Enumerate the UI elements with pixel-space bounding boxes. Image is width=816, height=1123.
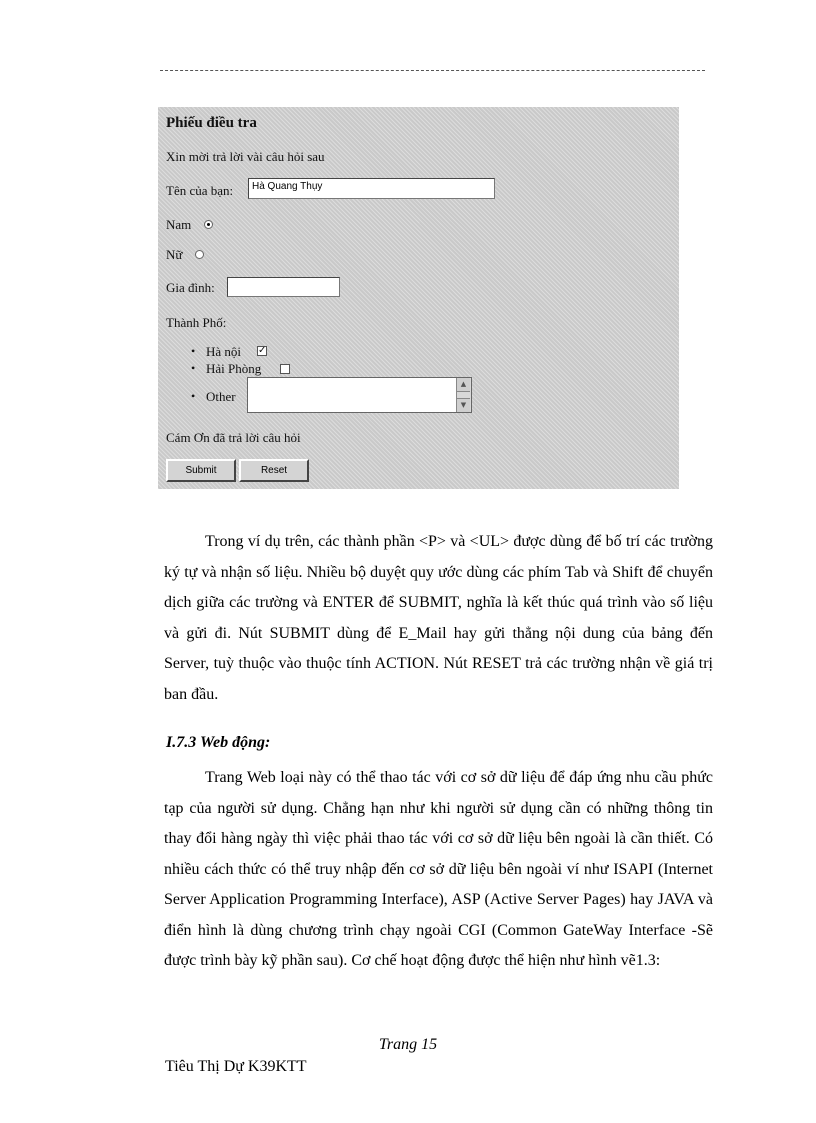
- bullet-icon: •: [191, 361, 196, 375]
- name-input[interactable]: Hà Quang Thụy: [248, 178, 495, 199]
- city-option-hanoi: Hà nội: [206, 344, 242, 359]
- thanks-text: Cám Ơn đã trả lời câu hỏi: [166, 430, 301, 445]
- city-option-haiphong: Hải Phòng: [206, 361, 262, 376]
- gender-female-label: Nữ: [166, 247, 183, 262]
- header-divider: [160, 70, 705, 71]
- bullet-icon: •: [191, 344, 196, 358]
- body-paragraph-1-container: [164, 527, 713, 710]
- city-option-other: Other: [206, 389, 236, 404]
- survey-form-screenshot: [158, 107, 679, 489]
- name-label: Tên của bạn:: [166, 183, 234, 198]
- form-title: Phiếu điều tra: [166, 115, 257, 131]
- section-heading: I.7.3 Web động:: [166, 734, 271, 751]
- hanoi-checkbox[interactable]: ✓: [258, 345, 267, 356]
- bullet-icon: •: [191, 389, 196, 403]
- body-paragraph-1: Trong ví dụ trên, các thành phần <P> và <UL> được dùng để bố trí các trường ký tự và nhận số liệu. Nhiều bộ duyệt quy ước dùng các phím Tab và Shift để chuyển dịch giữa các trường và ENTER để SUBMIT, nghĩa là kết thúc quá trình vào số liệu và gửi đi. Nút SUBMIT dùng để E_Mail hay gửi thẳng nội dung của bảng đến Server, tuỳ thuộc vào thuộc tính ACTION. Nút RESET trả các trường nhận về giá trị ban đầu.: [164, 533, 713, 703]
- gender-male-radio[interactable]: [204, 220, 213, 229]
- reset-button[interactable]: Reset: [239, 459, 309, 482]
- family-input[interactable]: [227, 277, 340, 297]
- textarea-scrollbar[interactable]: [456, 378, 471, 412]
- haiphong-checkbox[interactable]: [280, 364, 290, 374]
- city-label: Thành Phố:: [166, 315, 227, 330]
- body-paragraph-2-container: [164, 763, 713, 977]
- other-textarea[interactable]: [247, 377, 472, 413]
- submit-button[interactable]: Submit: [166, 459, 236, 482]
- gender-male-label: Nam: [166, 217, 192, 232]
- body-paragraph-2: Trang Web loại này có thể thao tác với cơ sở dữ liệu để đáp ứng nhu cầu phức tạp của người sử dụng. Chẳng hạn như khi người sử dụng cần có những thông tin thay đổi hàng ngày thì việc phải thao tác với cơ sở dữ liệu bên ngoài là cần thiết. Có nhiều cách thức có thể truy nhập đến cơ sở dữ liệu bên ngoài ví như ISAPI (Internet Server Application Programming Interface), ASP (Active Server Pages) hay JAVA và điển hình là dùng chương trình chạy ngoài CGI (Common GateWay Interface -Sẽ được trình bày kỹ phần sau). Cơ chế hoạt động được thể hiện như hình vẽ1.3:: [164, 769, 713, 969]
- scroll-up-icon[interactable]: ▲: [457, 378, 470, 392]
- author-footer: Tiêu Thị Dự K39KTT: [165, 1058, 307, 1075]
- form-intro: Xin mời trả lời vài câu hỏi sau: [166, 149, 325, 164]
- page-number: Trang 15: [378, 1036, 438, 1053]
- gender-female-radio[interactable]: [195, 250, 204, 259]
- family-label: Gia đình:: [166, 280, 215, 295]
- scroll-down-icon[interactable]: ▼: [457, 398, 470, 412]
